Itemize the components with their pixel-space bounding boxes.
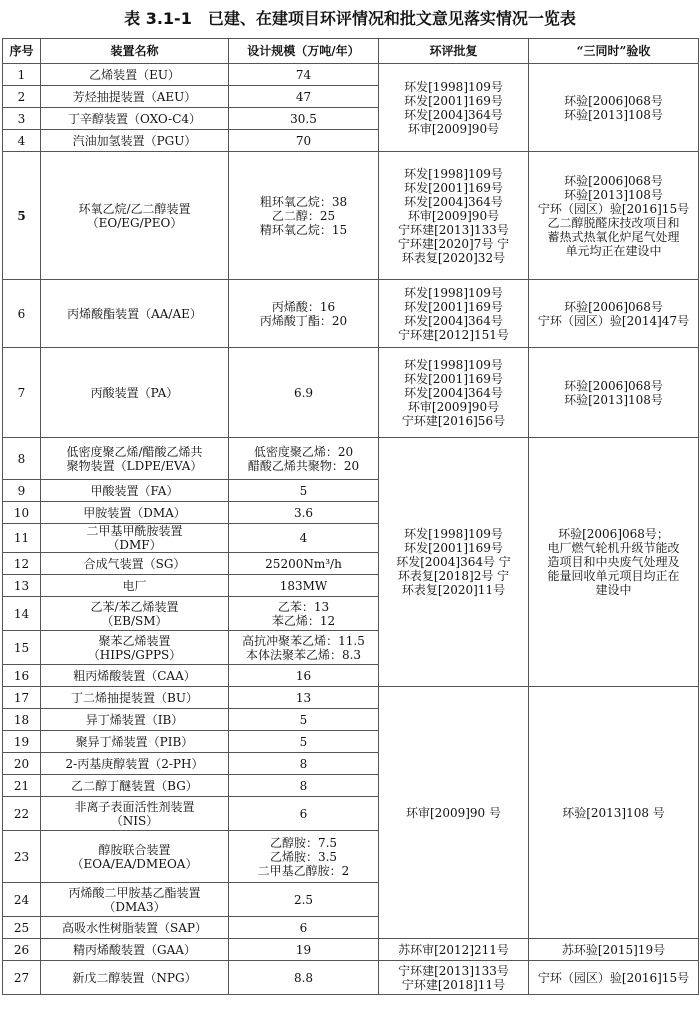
row-number: 17 (3, 687, 41, 709)
row-number: 11 (3, 524, 41, 553)
device-name: 高吸水性树脂装置（SAP） (41, 917, 229, 939)
row-number: 7 (3, 348, 41, 438)
design-scale: 74 (229, 64, 379, 86)
row-number: 26 (3, 939, 41, 961)
table-row (3, 438, 699, 480)
design-scale: 25200Nm³/h (229, 553, 379, 575)
approval-cell: 环发[1998]109号 环发[2001]169号 环发[2004]364号 环审[2009]90号 (379, 64, 529, 152)
row-number: 4 (3, 130, 41, 152)
row-number: 5 (3, 152, 41, 280)
row-number: 18 (3, 709, 41, 731)
row-number: 14 (3, 597, 41, 631)
row-number: 24 (3, 883, 41, 917)
design-scale: 47 (229, 86, 379, 108)
project-table (2, 38, 699, 995)
acceptance-cell: 环验[2013]108 号 (529, 687, 699, 939)
design-scale: 高抗冲聚苯乙烯：11.5 本体法聚苯乙烯：8.3 (229, 631, 379, 665)
approval-cell: 环发[1998]109号 环发[2001]169号 环发[2004]364号 环审[2009]90号 宁环建[2013]133号 宁环建[2020]7号 宁 环表复[2020]32号 (379, 152, 529, 280)
row-number: 16 (3, 665, 41, 687)
device-name: 聚异丁烯装置（PIB） (41, 731, 229, 753)
row-number: 2 (3, 86, 41, 108)
design-scale: 丙烯酸：16 丙烯酸丁酯：20 (229, 280, 379, 348)
design-scale: 6 (229, 917, 379, 939)
table-row (3, 280, 699, 348)
device-name: 乙烯装置（EU） (41, 64, 229, 86)
device-name: 环氧乙烷/乙二醇装置 （EO/EG/PEO） (41, 152, 229, 280)
row-number: 21 (3, 775, 41, 797)
design-scale: 乙醇胺：7.5 乙烯胺：3.5 二甲基乙醇胺：2 (229, 831, 379, 883)
table-row (3, 961, 699, 995)
design-scale: 30.5 (229, 108, 379, 130)
table-row (3, 152, 699, 280)
acceptance-cell: 环验[2006]068号 环验[2013]108号 宁环（园区）验[2016]15号 乙二醇脱醛床技改项目和 蓄热式热氧化炉尾气处理 单元均正在建设中 (529, 152, 699, 280)
table-row (3, 64, 699, 86)
table-row (3, 939, 699, 961)
header-no: 序号 (3, 39, 41, 64)
approval-cell: 苏环审[2012]211号 (379, 939, 529, 961)
device-name: 异丁烯装置（IB） (41, 709, 229, 731)
design-scale: 低密度聚乙烯：20 醋酸乙烯共聚物：20 (229, 438, 379, 480)
acceptance-cell: 环验[2006]068号 环验[2013]108号 (529, 64, 699, 152)
row-number: 9 (3, 480, 41, 502)
acceptance-cell: 环验[2006]068号 宁环（园区）验[2014]47号 (529, 280, 699, 348)
acceptance-cell: 宁环（园区）验[2016]15号 (529, 961, 699, 995)
device-name: 精丙烯酸装置（GAA） (41, 939, 229, 961)
header-scale: 设计规模（万吨/年） (229, 39, 379, 64)
row-number: 25 (3, 917, 41, 939)
acceptance-cell: 环验[2006]068号 环验[2013]108号 (529, 348, 699, 438)
design-scale: 5 (229, 709, 379, 731)
table-row (3, 348, 699, 438)
device-name: 汽油加氢装置（PGU） (41, 130, 229, 152)
design-scale: 2.5 (229, 883, 379, 917)
row-number: 1 (3, 64, 41, 86)
table-title: 表 3.1-1 已建、在建项目环评情况和批文意见落实情况一览表 (124, 9, 576, 28)
header-row (3, 39, 699, 64)
row-number: 12 (3, 553, 41, 575)
approval-cell: 环发[1998]109号 环发[2001]169号 环发[2004]364号 环审[2009]90号 宁环建[2016]56号 (379, 348, 529, 438)
row-number: 8 (3, 438, 41, 480)
device-name: 乙二醇丁醚装置（BG） (41, 775, 229, 797)
device-name: 电厂 (41, 575, 229, 597)
device-name: 丙烯酸二甲胺基乙酯装置 （DMA3） (41, 883, 229, 917)
row-number: 6 (3, 280, 41, 348)
row-number: 15 (3, 631, 41, 665)
device-name: 新戊二醇装置（NPG） (41, 961, 229, 995)
row-number: 19 (3, 731, 41, 753)
acceptance-cell: 苏环验[2015]19号 (529, 939, 699, 961)
approval-cell: 宁环建[2013]133号 宁环建[2018]11号 (379, 961, 529, 995)
device-name: 聚苯乙烯装置 （HIPS/GPPS） (41, 631, 229, 665)
design-scale: 3.6 (229, 502, 379, 524)
row-number: 23 (3, 831, 41, 883)
approval-cell: 环发[1998]109号 环发[2001]169号 环发[2004]364号 宁环建[2012]151号 (379, 280, 529, 348)
device-name: 丁二烯抽提装置（BU） (41, 687, 229, 709)
table-body (3, 64, 699, 995)
row-number: 3 (3, 108, 41, 130)
device-name: 丙酸装置（PA） (41, 348, 229, 438)
design-scale: 4 (229, 524, 379, 553)
design-scale: 乙苯：13 苯乙烯：12 (229, 597, 379, 631)
header-acceptance: “三同时”验收 (529, 39, 699, 64)
design-scale: 8 (229, 753, 379, 775)
design-scale: 5 (229, 731, 379, 753)
device-name: 非离子表面活性剂装置 （NIS） (41, 797, 229, 831)
design-scale: 13 (229, 687, 379, 709)
device-name: 乙苯/苯乙烯装置 （EB/SM） (41, 597, 229, 631)
device-name: 二甲基甲酰胺装置 （DMF） (41, 524, 229, 553)
design-scale: 5 (229, 480, 379, 502)
approval-cell: 环审[2009]90 号 (379, 687, 529, 939)
device-name: 2-丙基庚醇装置（2-PH） (41, 753, 229, 775)
row-number: 13 (3, 575, 41, 597)
device-name: 丙烯酸酯装置（AA/AE） (41, 280, 229, 348)
table-row (3, 687, 699, 709)
device-name: 芳烃抽提装置（AEU） (41, 86, 229, 108)
design-scale: 6 (229, 797, 379, 831)
device-name: 醇胺联合装置 （EOA/EA/DMEOA） (41, 831, 229, 883)
device-name: 甲胺装置（DMA） (41, 502, 229, 524)
row-number: 20 (3, 753, 41, 775)
approval-cell: 环发[1998]109号 环发[2001]169号 环发[2004]364号 宁 环表复[2018]2号 宁 环表复[2020]11号 (379, 438, 529, 687)
device-name: 低密度聚乙烯/醋酸乙烯共 聚物装置（LDPE/EVA） (41, 438, 229, 480)
device-name: 甲酸装置（FA） (41, 480, 229, 502)
design-scale: 粗环氧乙烷：38 乙二醇：25 精环氧乙烷：15 (229, 152, 379, 280)
acceptance-cell: 环验[2006]068号； 电厂燃气轮机升级节能改 造项目和中央废气处理及 能量回收单元项目均正在 建设中 (529, 438, 699, 687)
device-name: 丁辛醇装置（OXO-C4） (41, 108, 229, 130)
row-number: 22 (3, 797, 41, 831)
design-scale: 16 (229, 665, 379, 687)
design-scale: 70 (229, 130, 379, 152)
device-name: 粗丙烯酸装置（CAA） (41, 665, 229, 687)
design-scale: 19 (229, 939, 379, 961)
row-number: 10 (3, 502, 41, 524)
design-scale: 6.9 (229, 348, 379, 438)
header-approval: 环评批复 (379, 39, 529, 64)
design-scale: 8.8 (229, 961, 379, 995)
row-number: 27 (3, 961, 41, 995)
design-scale: 8 (229, 775, 379, 797)
header-name: 装置名称 (41, 39, 229, 64)
device-name: 合成气装置（SG） (41, 553, 229, 575)
design-scale: 183MW (229, 575, 379, 597)
